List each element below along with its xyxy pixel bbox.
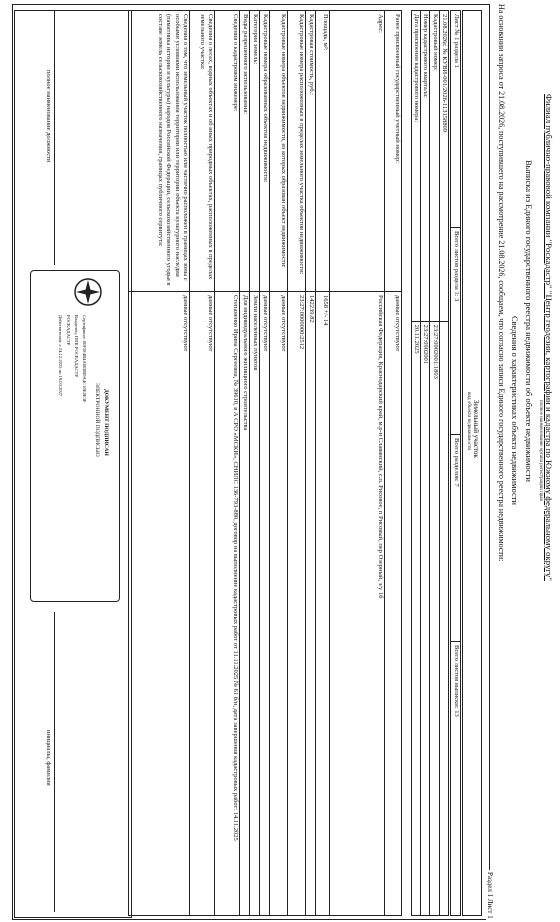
quarter-label: Номер кадастрового квартала:: [421, 11, 430, 322]
record-table: [411, 10, 449, 916]
row-label: Сведения о лесах, водных объектах и об иных природных объектах, расположенных в пределах земельного участка:: [190, 11, 215, 292]
sheets-table: [450, 10, 461, 916]
section-title: Раздел 1 Лист 1: [486, 872, 494, 919]
record-number: 21.08.2026г. № КУВИ-001/2026-113158809: [439, 11, 448, 322]
quarter-value: 23:27:0902001: [421, 321, 430, 915]
sheets-total: Всего листов выписки: 13: [451, 642, 461, 916]
row-value: данные отсутствуют: [129, 292, 190, 916]
agency-name: Филиал публично-правовой компании "Роскадастр" "Центр геодезии, картографии и кадастра по Южному федеральному округу": [544, 94, 554, 581]
row-label: Кадастровые номера образованных объектов недвижимости:: [260, 11, 270, 292]
row-value: 1658 +/- 14: [316, 292, 330, 916]
document-title: Выписка из Единого государственного реестра недвижимости об объекте недвижимости: [524, 160, 534, 482]
date-value: 20.11.2025: [411, 321, 420, 915]
row-value: данные отсутствуют: [260, 292, 270, 916]
row-label: Сведения о кадастровом инженере:: [215, 11, 240, 292]
request-basis: На основании запроса от 21.08.2026, поступившего на рассмотрение 21.08.2026, сообщаем, что согласно записи Единого государственного реестра недвижимости:: [497, 4, 506, 562]
row-label: Сведения о том, что земельный участок полностью или частично расположен в границах зоны с особыми условиями использования территории или территории объекта культурного наследия (памятника истории и культуры) народов Российской Федерации, сельскохозяйственного угодья в составе земель сельскохозяйственного назначения, границах публичного сервитута:: [129, 11, 190, 292]
row-value: Российская Федерация, Краснодарский край, м.р-н Славянский, с.п. Рисовое, п Рисовый, пер Озерный, з/у 1б: [330, 292, 385, 916]
date-label: Дата присвоения кадастрового номера:: [411, 11, 420, 322]
e-signature-stamp: [30, 270, 120, 602]
name-caption: инициалы, фамилия: [45, 730, 52, 786]
row-label: Ранее присвоенный государственный учетный номер:: [385, 11, 402, 292]
row-value: Для индивидуального жилищного строительства: [240, 292, 250, 916]
row-value: 142239.82: [306, 292, 316, 916]
name-line: [54, 612, 55, 912]
agency-caption: полное наименование органа регистрации прав: [538, 400, 543, 501]
document-subtitle: Сведения о характеристиках объекта недвижимости: [510, 316, 520, 505]
sections-total: Всего разделов: 7: [451, 435, 461, 642]
object-type-box: [462, 10, 482, 916]
position-caption: полное наименование должности: [45, 70, 52, 163]
object-type: Земельный участок: [472, 400, 480, 458]
row-label: Виды разрешенного использования:: [240, 11, 250, 292]
cadastral-number-value: 23:27:0902001:1803: [430, 321, 439, 915]
row-label: Категория земель:: [250, 11, 260, 292]
sheets-section: Всего листов раздела 1: 3: [451, 228, 461, 435]
object-type-caption: вид объекта недвижимости: [466, 392, 471, 451]
row-label: Кадастровые номера объектов недвижимости, из которых образован объект недвижимости:: [270, 11, 288, 292]
row-value: данные отсутствуют: [270, 292, 288, 916]
stamp-cert: Сертификат: 00F5F4B4A0E0B9A4C10E5E3F: [82, 315, 87, 403]
stamp-owner: Владелец: ППК РОСКАДАСТР: [74, 315, 79, 377]
row-label: Кадастровая стоимость, руб.:: [306, 11, 316, 292]
row-value: Степаненко Ирина Сергеевна, № 39610, в А СРО «МСКИ», СНИЛС 136-793-880, договор на выполнение кадастровых работ от 11.11.2025 № 61 б/н, дата завершения кадастровых работ: 14.11.2025: [215, 292, 240, 916]
stamp-valid: Действителен: с 24.12.2025 по 19.03.2027: [58, 315, 63, 397]
stamp-subtitle: ЭЛЕКТРОННОЙ ПОДПИСЬЮ: [94, 383, 100, 457]
row-value: 23:27:0000000:2512: [288, 292, 306, 916]
emblem-icon: [73, 277, 103, 307]
stamp-title: ДОКУМЕНТ ПОДПИСАН: [103, 389, 109, 456]
row-label: Кадастровые номера расположенных в пределах земельного участка объектов недвижимости:: [288, 11, 306, 292]
position-line: [54, 10, 55, 265]
sheet-number: Лист № 1 раздела 1: [451, 11, 461, 228]
details-table: [128, 10, 402, 916]
row-label: Площадь, м²:: [316, 11, 330, 292]
row-value: Земли населенных пунктов: [250, 292, 260, 916]
cadastral-number-label: Кадастровый номер:: [430, 11, 439, 322]
row-value: данные отсутствуют: [385, 292, 402, 916]
row-value: данные отсутствуют: [190, 292, 215, 916]
stamp-issuer: РОСКАДАСТР: [66, 315, 71, 346]
row-label: Адрес:: [330, 11, 385, 292]
